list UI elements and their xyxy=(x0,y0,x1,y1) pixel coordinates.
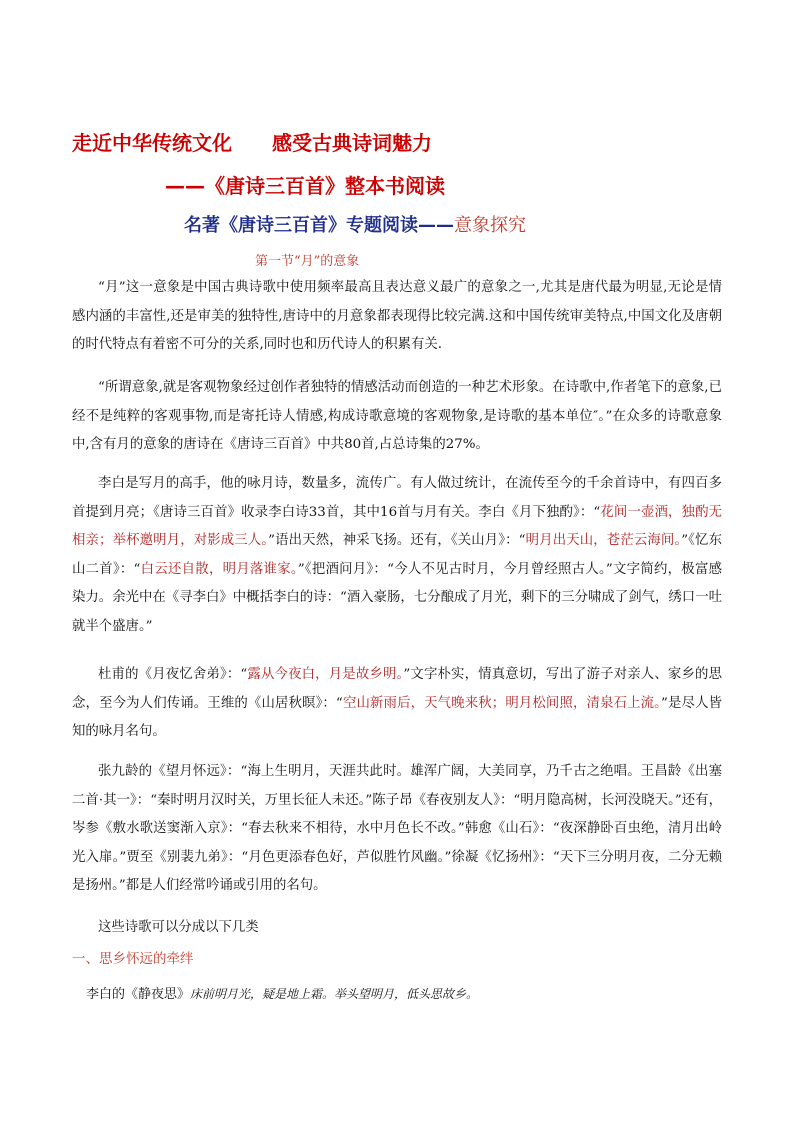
paragraph-intro: “月”这一意象是中国古典诗歌中使用频率最高且表达意义最广的意象之一,尤其是唐代最为明显,无论是情感内涵的丰富性,还是审美的独特性,唐诗中的月意象都表现得比较完满.这和中国传统审美特点,中国文化及唐朝的时代特点有着密不可分的关系,同时也和历代诗人的积累有关. xyxy=(72,280,722,353)
subtitle: ——《唐诗三百首》整本书阅读 xyxy=(165,174,445,198)
main-title-part-b: 感受古典诗词魅力 xyxy=(272,131,432,155)
topic-title-main: 名著《唐诗三百首》专题阅读—— xyxy=(184,215,454,236)
paragraph-du-fu xyxy=(72,661,722,747)
example-prefix: 李白的《静夜思》 xyxy=(86,987,191,1002)
quote-highlight: 花间一壶酒，独酌无相亲；举杯邀明月，对影成三人。 xyxy=(72,504,722,549)
text-segment: ”《忆东山二首》：“ xyxy=(72,533,722,577)
text-segment: ”文字朴实，情真意切，写出了游子对亲人、家乡的思念，至今为人们传诵。王维的《山居秋暝》：“ xyxy=(72,667,722,711)
text-segment: 李白是写月的高手，他的咏月诗，数量多，流传广。有人做过统计，在流传至今的千余首诗中，有四百多首提到月亮；《唐诗三百首》收录李白诗33首，其中16首与月有关。李白《月下独酌》：“ xyxy=(72,476,722,520)
quote-highlight: 明月出天山，苍茫云海间。 xyxy=(525,533,682,549)
main-title xyxy=(72,127,432,156)
topic-title xyxy=(184,211,526,237)
main-title-part-a: 走近中华传统文化 xyxy=(72,131,232,155)
quote-highlight: 空山新雨后，天气晚来秋；明月松间照，清泉石上流。 xyxy=(342,695,662,711)
example-poem: 床前明月光，疑是地上霜。举头望明月，低头思故乡。 xyxy=(190,987,479,1001)
paragraph-categories-intro: 这些诗歌可以分成以下几类 xyxy=(98,920,259,935)
section-heading: 第一节“月”的意象 xyxy=(255,254,360,269)
text-segment: ”语出天然，神采飞扬。还有，《关山月》：“ xyxy=(268,533,526,549)
example-line xyxy=(86,983,478,1002)
text-segment: 杜甫的《月夜忆舍弟》：“ xyxy=(98,667,248,682)
text-segment: ”是尽人皆知的咏月名句。 xyxy=(72,695,722,740)
paragraph-li-bai xyxy=(72,470,722,642)
quote-highlight: 白云还自散，明月落谁家。 xyxy=(140,561,298,577)
topic-title-tail: 意象探究 xyxy=(454,215,526,236)
paragraph-definition: “所谓意象,就是客观物象经过创作者独特的情感活动而创造的一种艺术形象。在诗歌中,作者笔下的意象,已经不是纯粹的客观事物,而是寄托诗人情感,构成诗歌意境的客观物象,是诗歌的基本单位″。”在众多的诗歌意象中,含有月的意象的唐诗在《唐诗三百首》中共80首,占总诗集的27%。 xyxy=(72,380,722,453)
text-segment: ”《把酒问月》：“今人不见古时月，今月曾经照古人。”文字简约，极富感染力。余光中在《寻李白》中概括李白的诗：“酒入豪肠，七分酿成了月光，剩下的三分啸成了剑气，绣口一吐就半个盛唐。” xyxy=(72,561,722,634)
quote-highlight: 露从今夜白，月是故乡明。 xyxy=(247,667,404,682)
paragraph-other-poets: 张九龄的《望月怀远》：“海上生明月，天涯共此时。雄浑广阔，大美同享，乃千古之绝唱。王昌龄《出塞二首·其一》：“秦时明月汉时关，万里长征人未还。”陈子昂《春夜别友人》：“明月隐高树，长河没晓天。”还有，岑参《敷水歌送窦渐入京》：“春去秋来不相待，水中月色长不改。”韩愈《山石》：“夜深静卧百虫绝，清月出岭光入扉。”贾至《别裴九弟》：“月色更添春色好，芦似胜竹风幽。”徐凝《忆扬州》：“天下三分明月夜，二分无赖是扬州。”都是人们经常吟诵或引用的名句。 xyxy=(72,764,722,894)
category-heading: 一、思乡怀远的牵绊 xyxy=(72,951,194,967)
